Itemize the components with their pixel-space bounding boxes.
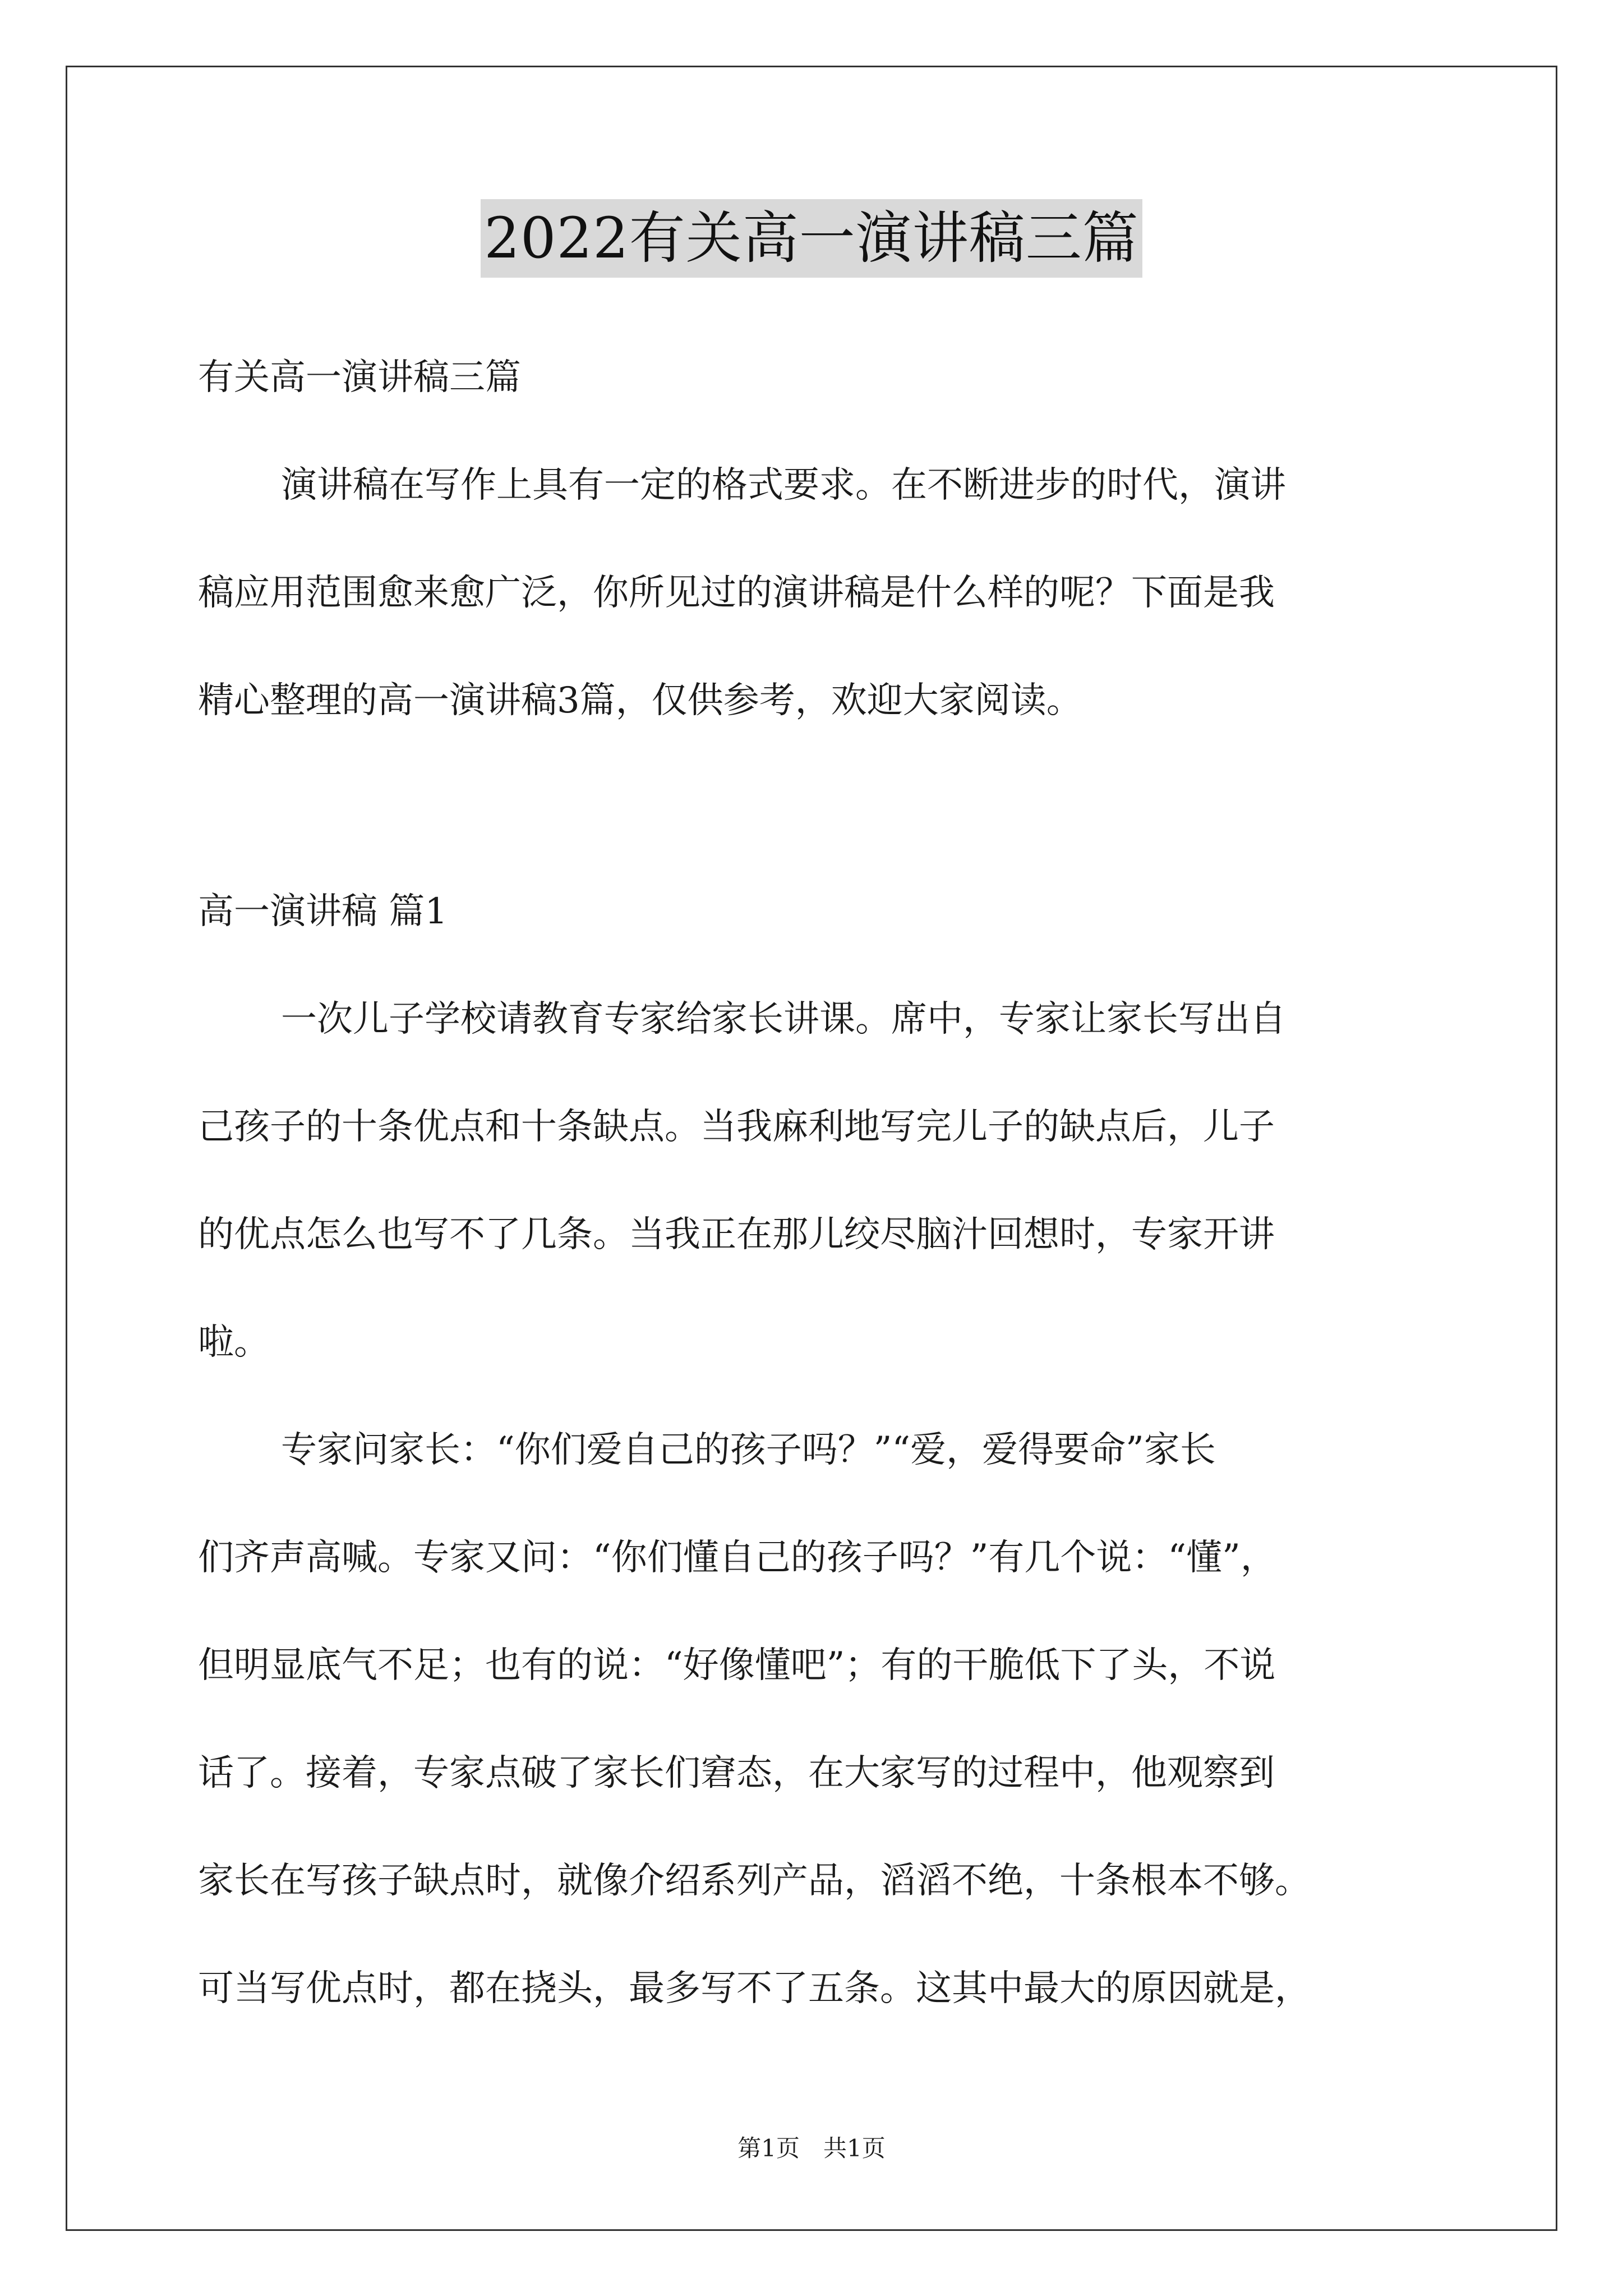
- title-container: [0, 199, 1623, 278]
- intro-line: 演讲稿在写作上具有一定的格式要求。在不断进步的时代，演讲: [281, 464, 1286, 506]
- document-title: 2022有关高一演讲稿三篇: [481, 199, 1142, 278]
- paragraph-line: 可当写优点时，都在挠头，最多写不了五条。这其中最大的原因就是，: [198, 1968, 1311, 2009]
- page-footer: 第1页 共1页: [737, 2134, 886, 2162]
- paragraph-line: 家长在写孩子缺点时，就像介绍系列产品，滔滔不绝，十条根本不够。: [198, 1860, 1311, 1902]
- paragraph-line: 啦。: [198, 1322, 270, 1363]
- paragraph-line: 己孩子的十条优点和十条缺点。当我麻利地写完儿子的缺点后，儿子: [198, 1106, 1275, 1148]
- intro-line: 稿应用范围愈来愈广泛，你所见过的演讲稿是什么样的呢？下面是我: [198, 572, 1275, 614]
- paragraph-line: 一次儿子学校请教育专家给家长讲课。席中，专家让家长写出自: [281, 999, 1286, 1040]
- subtitle: 有关高一演讲稿三篇: [198, 357, 521, 398]
- paragraph-line: 的优点怎么也写不了几条。当我正在那儿绞尽脑汁回想时，专家开讲: [198, 1214, 1275, 1255]
- paragraph-line: 但明显底气不足；也有的说：“好像懂吧”；有的干脆低下了头，不说: [198, 1645, 1276, 1686]
- paragraph-line: 话了。接着，专家点破了家长们窘态，在大家写的过程中，他观察到: [198, 1752, 1275, 1794]
- paragraph-line: 们齐声高喊。专家又问：“你们懂自己的孩子吗？”有几个说：“懂”，: [198, 1537, 1276, 1579]
- section-heading: 高一演讲稿 篇1: [198, 891, 448, 932]
- paragraph-line: 专家问家长：“你们爱自己的孩子吗？”“爱，爱得要命”家长: [281, 1429, 1216, 1471]
- intro-line: 精心整理的高一演讲稿3篇，仅供参考，欢迎大家阅读。: [198, 680, 1082, 721]
